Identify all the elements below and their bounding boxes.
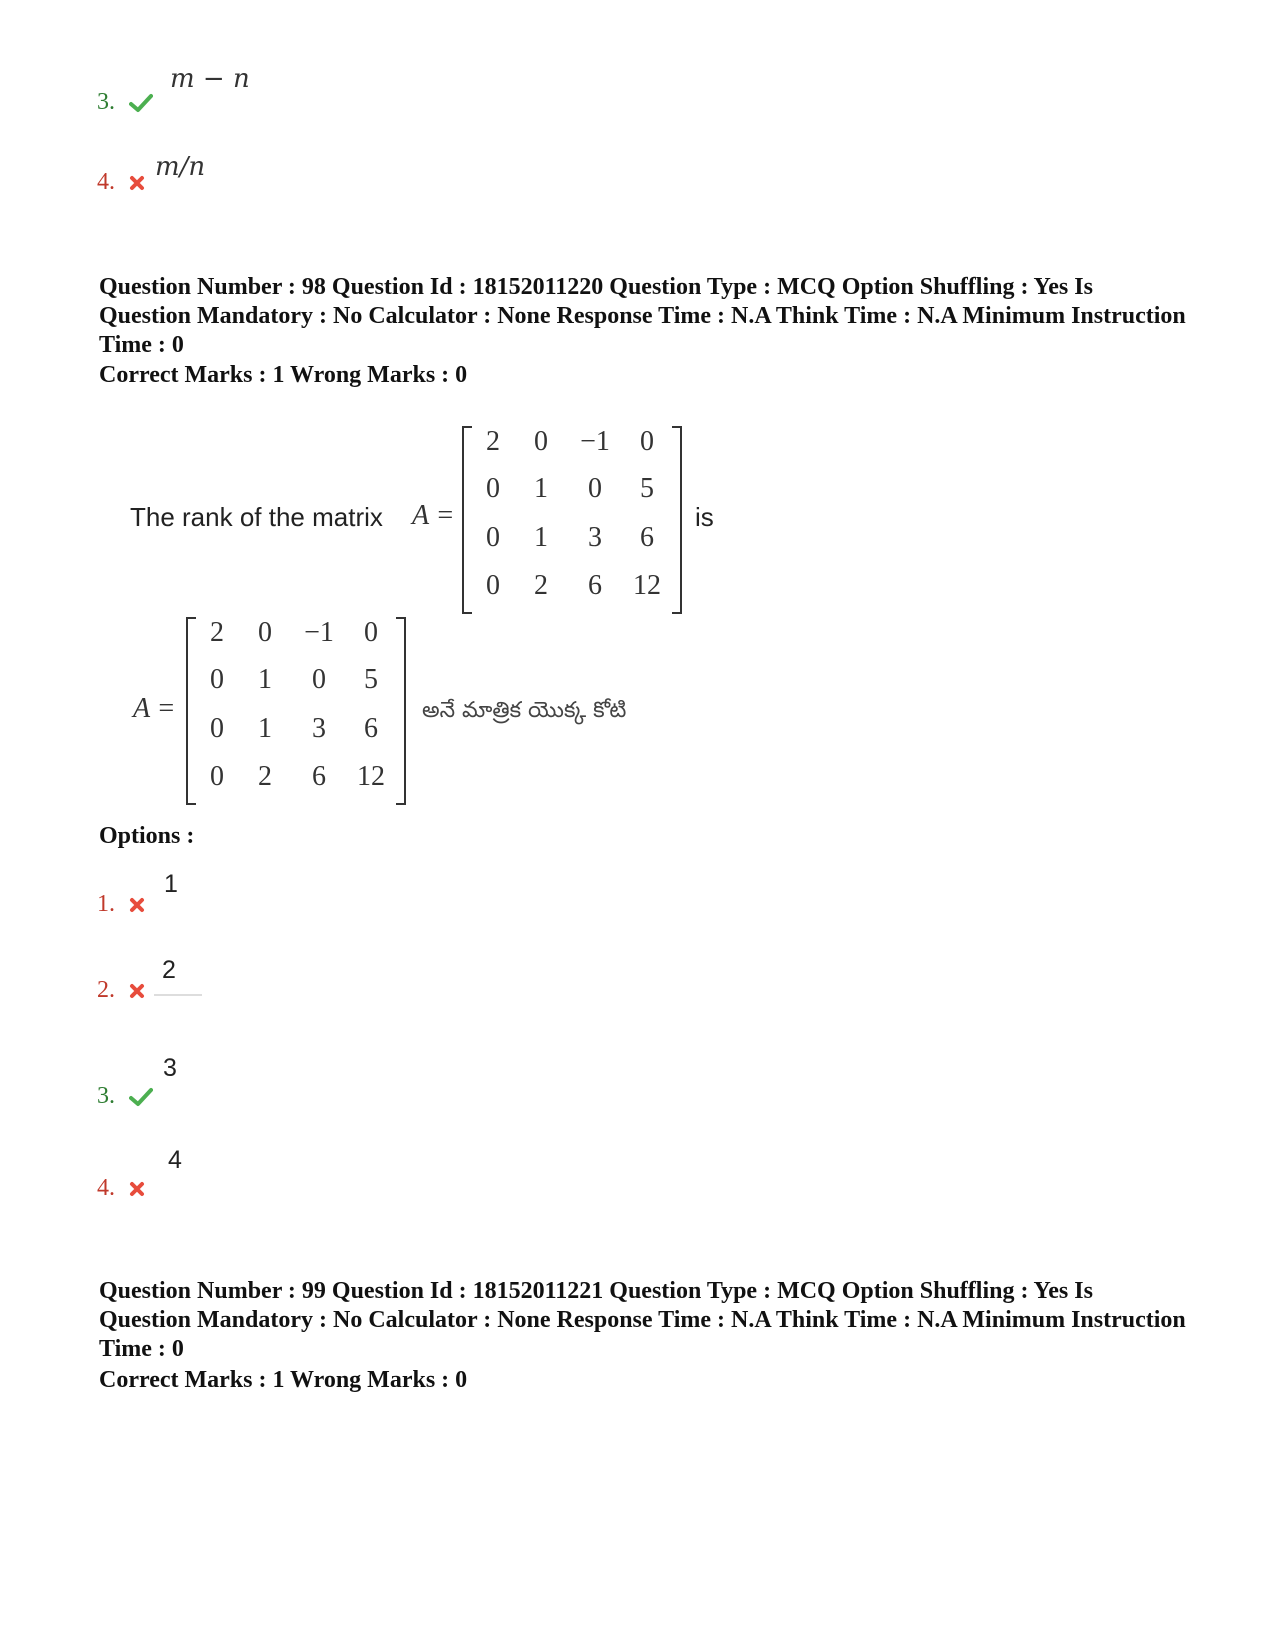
question-header: Question Number : 99 Question Id : 18152011221 Question Type : MCQ Option Shuffling : Yes Is Question Mandatory : No Calculator : None Response Time : N.A Think Time : N.A Minimum Instruction Time : 0 [99,1278,1186,1362]
check-icon [129,93,153,113]
option-value: m/n [155,152,206,182]
option-value: 3 [163,1054,177,1082]
matrix-en: 2 0 −1 0 0 1 0 5 0 1 3 6 0 2 6 12 [462,422,682,616]
marks-info: Correct Marks : 1 Wrong Marks : 0 [99,1367,468,1393]
question-header: Question Number : 98 Question Id : 18152011220 Question Type : MCQ Option Shuffling : Yes Is Question Mandatory : No Calculator : None Response Time : N.A Think Time : N.A Minimum Instruction Time : 0 [99,274,1186,358]
question-suffix: is [695,502,714,532]
option-value: 4 [168,1146,182,1174]
options-label: Options : [99,823,195,849]
option-number: 4. [97,168,145,196]
option-number: 1. [97,890,145,918]
matrix-label: A = [412,500,455,531]
option-number: 3. [97,88,153,116]
marks-info: Correct Marks : 1 Wrong Marks : 0 [99,362,468,388]
cross-icon [129,897,145,913]
option-value: m − n [170,64,250,94]
cross-icon [129,175,145,191]
option-number: 2. [97,976,145,1004]
option-value: 1 [164,870,178,898]
question-text: The rank of the matrix [130,502,383,532]
cross-icon [129,983,145,999]
matrix-label-te: A = [133,693,176,724]
option-number: 3. [97,1082,153,1110]
option-value: 2 [162,956,176,984]
divider [154,994,202,996]
check-icon [129,1087,153,1107]
cross-icon [129,1181,145,1197]
matrix-te: 2 0 −1 0 0 1 0 5 0 1 3 6 0 2 6 12 [186,613,406,807]
question-text-telugu: అనే మాత్రిక యొక్క కోటి [422,698,627,723]
option-number: 4. [97,1174,145,1202]
